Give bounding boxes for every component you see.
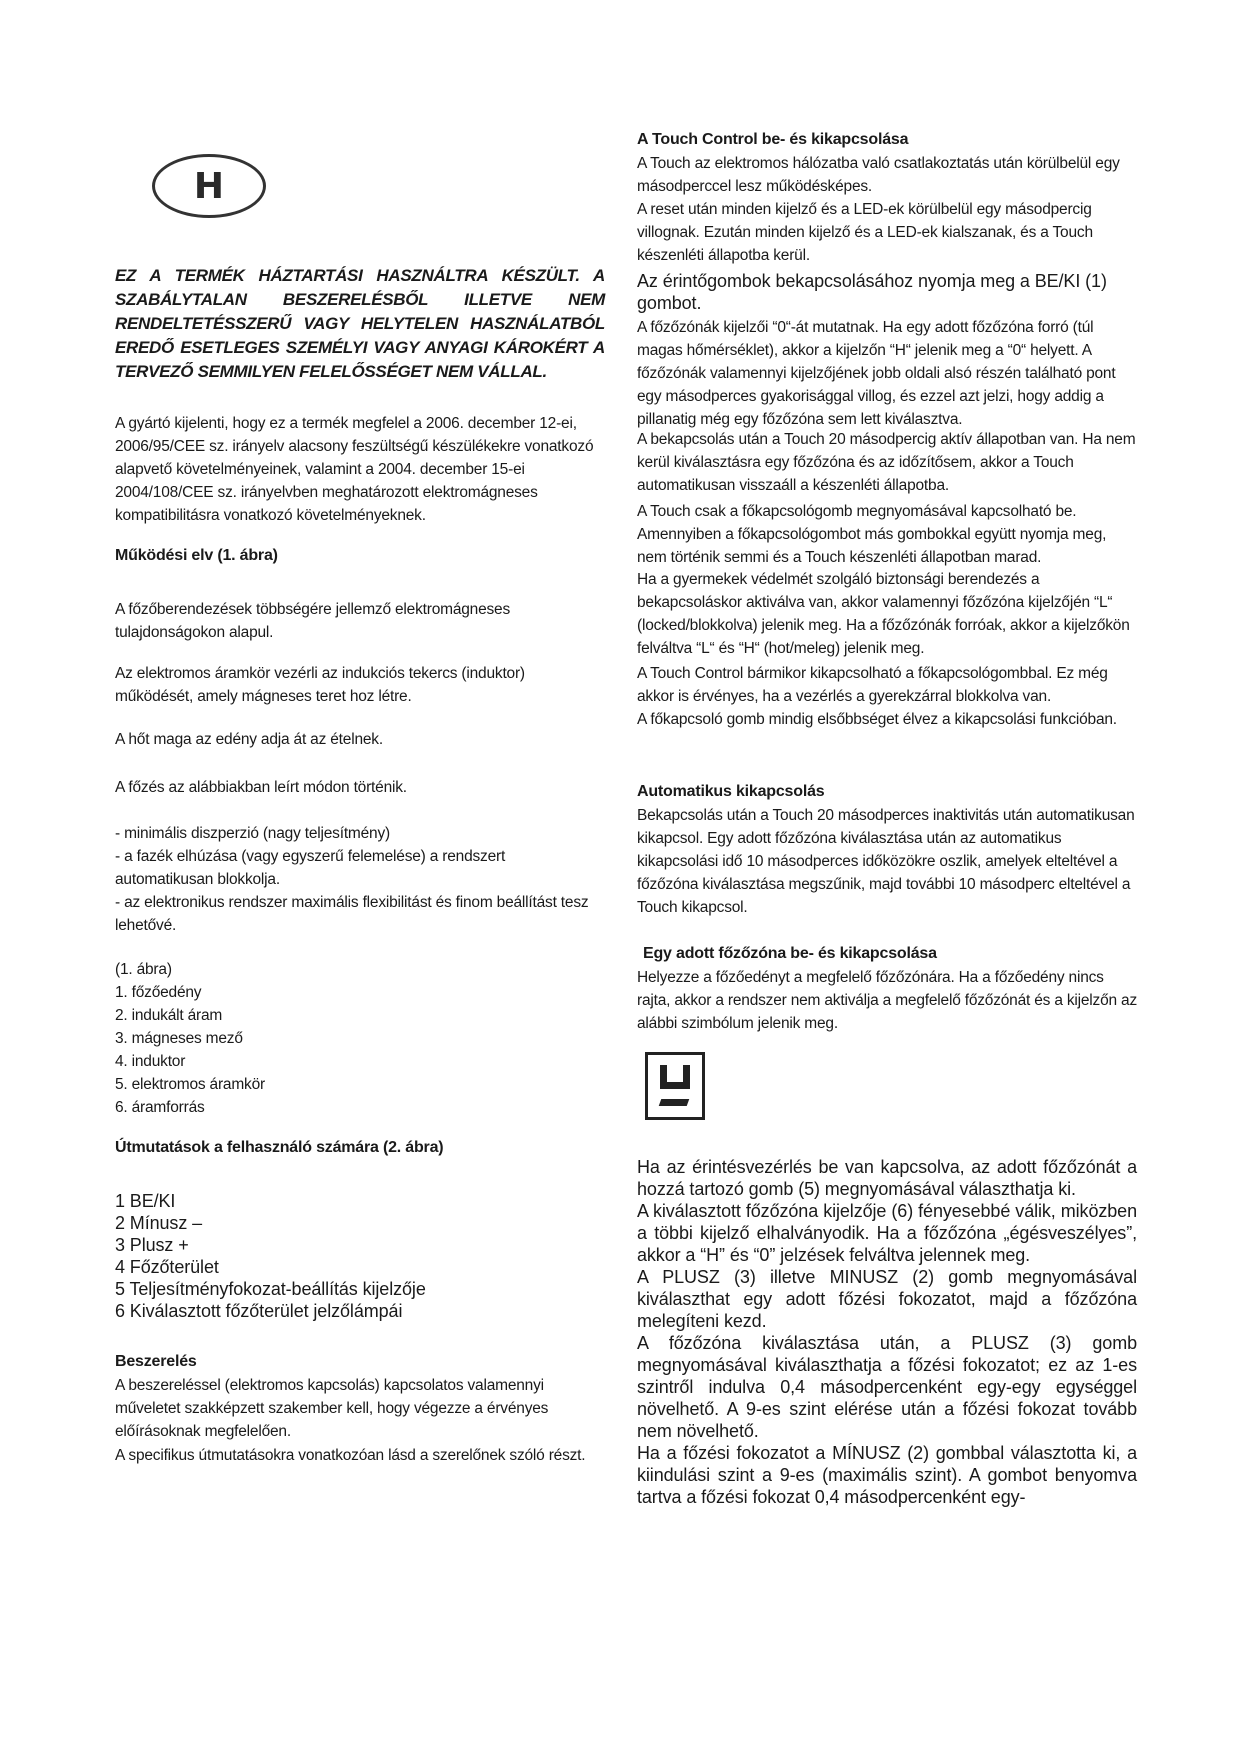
principle-paragraph-3: A hőt maga az edény adja át az ételnek. [115, 731, 383, 748]
country-logo-h [152, 154, 266, 218]
no-pan-underscore [659, 1099, 690, 1106]
figure-1-list: (1. ábra) 1. főzőedény 2. indukált áram 3. mágneses mező 4. induktor 5. elektromos áramkör 6. áramforrás [115, 961, 265, 1116]
warning-text: EZ A TERMÉK HÁZTARTÁSI HASZNÁLTRA KÉSZÜLT. A SZABÁLYTALAN BESZERELÉSBŐL ILLETVE NEM RENDELTETÉSSZERŰ VAGY HELYTELEN HASZNÁLATBÓL EREDŐ ESETLEGES SZEMÉLYI VAGY ANYAGI KÁROKÉRT A TERVEZŐ SEMMILYEN FELELŐSSÉGET NEM VÁLLAL. [115, 266, 605, 381]
zone-paragraph-2: Ha az érintésvezérlés be van kapcsolva, az adott főzőzónát a hozzá tartozó gomb (5) megnyomásával választhatja ki. A kiválasztott főzőzóna kijelzője (6) fényesebbé válik, miközben a többi kijelző elhalványodik. Ha a főzőzóna „égésveszélyes”, akkor a “H” és “0” jelzések felváltva jelennek meg. A PLUSZ (3) illetve MINUSZ (2) gomb megnyomásával kiválaszthat egy adott főzési fokozatot, majd a főzőzóna melegíteni kezd. A főzőzóna kiválasztása után, a PLUSZ (3) gomb megnyomásával kiválaszthatja a főzési fokozatot; ez az 1-es szintről indulva 0,4 másodpercenként egy-egy egységgel növelhető. A 9-es szint elérése után a főzési fokozat tovább nem növelhető. Ha a főzési fokozatot a MÍNUSZ (2) gombbal választotta ki, a kiindulási szint a 9-es (maximális szint). A gombot benyomva tartva a főzési fokozat 0,4 másodpercenként egy- [637, 1157, 1137, 1507]
principle-paragraph-4: A főzés az alábbiakban leírt módon történik. [115, 779, 407, 796]
touch-paragraph-5: A bekapcsolás után a Touch 20 másodpercig aktív állapotban van. Ha nem kerül kiválasztásra egy főzőzóna és az időzítősem, akkor a Touch automatikusan visszaáll a készenléti állapotba. [637, 431, 1136, 494]
auto-off-heading: Automatikus kikapcsolás [637, 783, 825, 800]
principle-bullets: - minimális diszperzió (nagy teljesítmény) - a fazék elhúzása (vagy egyszerű felemelése) a rendszert automatikusan blokkolja. - az elektronikus rendszer maximális flexibilitást és finom beállítást tesz lehetővé. [115, 825, 589, 934]
touch-paragraph-3: Az érintőgombok bekapcsolásához nyomja meg a BE/KI (1) gombot. [637, 271, 1107, 313]
touch-paragraph-6: A Touch csak a főkapcsológomb megnyomásával kapcsolható be. Amennyiben a főkapcsológombot más gombokkal együtt nyomja meg, nem történik semmi és a Touch készenléti állapotban marad. [637, 503, 1107, 566]
installation-heading: Beszerelés [115, 1353, 197, 1370]
installation-paragraph-2: A specifikus útmutatásokra vonatkozóan lásd a szerelőnek szóló részt. [115, 1447, 586, 1464]
no-pan-symbol-icon [645, 1052, 705, 1120]
zone-heading: Egy adott főzőzóna be- és kikapcsolása [643, 945, 937, 962]
touch-paragraph-2: A reset után minden kijelző és a LED-ek körülbelül egy másodpercig villognak. Ezután minden kijelző és a LED-ek kialszanak, és a Touch készenléti állapotba kerül. [637, 201, 1093, 264]
principle-paragraph-1: A főzőberendezések többségére jellemző elektromágneses tulajdonságokon alapul. [115, 601, 511, 641]
touch-paragraph-1: A Touch az elektromos hálózatba való csatlakoztatás után körülbelül egy másodperccel lesz működésképes. [637, 155, 1120, 195]
touch-paragraph-4: A főzőzónák kijelzői “0“-át mutatnak. Ha egy adott főzőzóna forró (túl magas hőmérséklet), akkor a kijelzőn “H“ jelenik meg a “0“ helyett. A főzőzónák valamennyi kijelzőjének jobb oldali alsó részén található pont egy másodperces gyakorisággal villog, és ezzel azt jelzi, hogy addig a pillanatig még egy főzőzóna sem lett kiválasztva. [637, 319, 1116, 428]
auto-off-paragraph: Bekapcsolás után a Touch 20 másodperces inaktivitás után automatikusan kikapcsol. Egy adott főzőzóna kiválasztása után az automatikus kikapcsolási idő 10 másodperces időközökre oszlik, amelyek elteltével a főzőzóna kiválasztása megszűnik, majd további 10 másodperc elteltével a Touch kikapcsol. [637, 807, 1135, 916]
principle-heading: Működési elv (1. ábra) [115, 547, 278, 564]
user-instructions-list: 1 BE/KI 2 Mínusz – 3 Plusz + 4 Főzőterület 5 Teljesítményfokozat-beállítás kijelzője 6 Kiválasztott főzőterület jelzőlámpái [115, 1191, 426, 1321]
touch-control-heading: A Touch Control be- és kikapcsolása [637, 131, 909, 148]
declaration-text: A gyártó kijelenti, hogy ez a termék megfelel a 2006. december 12-ei, 2006/95/CEE sz. irányelv alacsony feszültségű készülékekre vonatkozó alapvető követelményeinek, valamint a 2004. december 15-ei 2004/108/CEE sz. irányelvben meghatározott elektromágneses kompatibilitásra vonatkozó követelményeknek. [115, 415, 594, 524]
logo-letter: H [193, 165, 225, 207]
touch-paragraph-8: A Touch Control bármikor kikapcsolható a főkapcsológombbal. Ez még akkor is érvényes, ha a vezérlés a gyerekzárral blokkolva van. [637, 665, 1108, 705]
user-instructions-heading: Útmutatások a felhasználó számára (2. ábra) [115, 1139, 444, 1156]
no-pan-u-shape [660, 1065, 690, 1089]
touch-paragraph-7: Ha a gyermekek védelmét szolgáló biztonsági berendezés a bekapcsoláskor aktiválva van, akkor valamennyi főzőzóna kijelzőjén “L“ (locked/blokkolva) jelenik meg. Ha a főzőzónák forróak, akkor a kijelzőkön felváltva “L“ és “H“ (hot/meleg) jelenik meg. [637, 571, 1130, 657]
zone-paragraph-1: Helyezze a főzőedényt a megfelelő főzőzónára. Ha a főzőedény nincs rajta, akkor a rendszer nem aktiválja a megfelelő főzőzónát és a kijelzőn az alábbi szimbólum jelenik meg. [637, 969, 1138, 1032]
principle-paragraph-2: Az elektromos áramkör vezérli az indukciós tekercs (induktor) működését, amely mágneses teret hoz létre. [115, 665, 525, 705]
touch-paragraph-9: A főkapcsoló gomb mindig elsőbbséget élvez a kikapcsolási funkcióban. [637, 711, 1117, 728]
installation-paragraph-1: A beszereléssel (elektromos kapcsolás) kapcsolatos valamennyi műveletet szakképzett szakember kell, hogy végezze a érvényes előírásoknak megfelelően. [115, 1377, 549, 1440]
